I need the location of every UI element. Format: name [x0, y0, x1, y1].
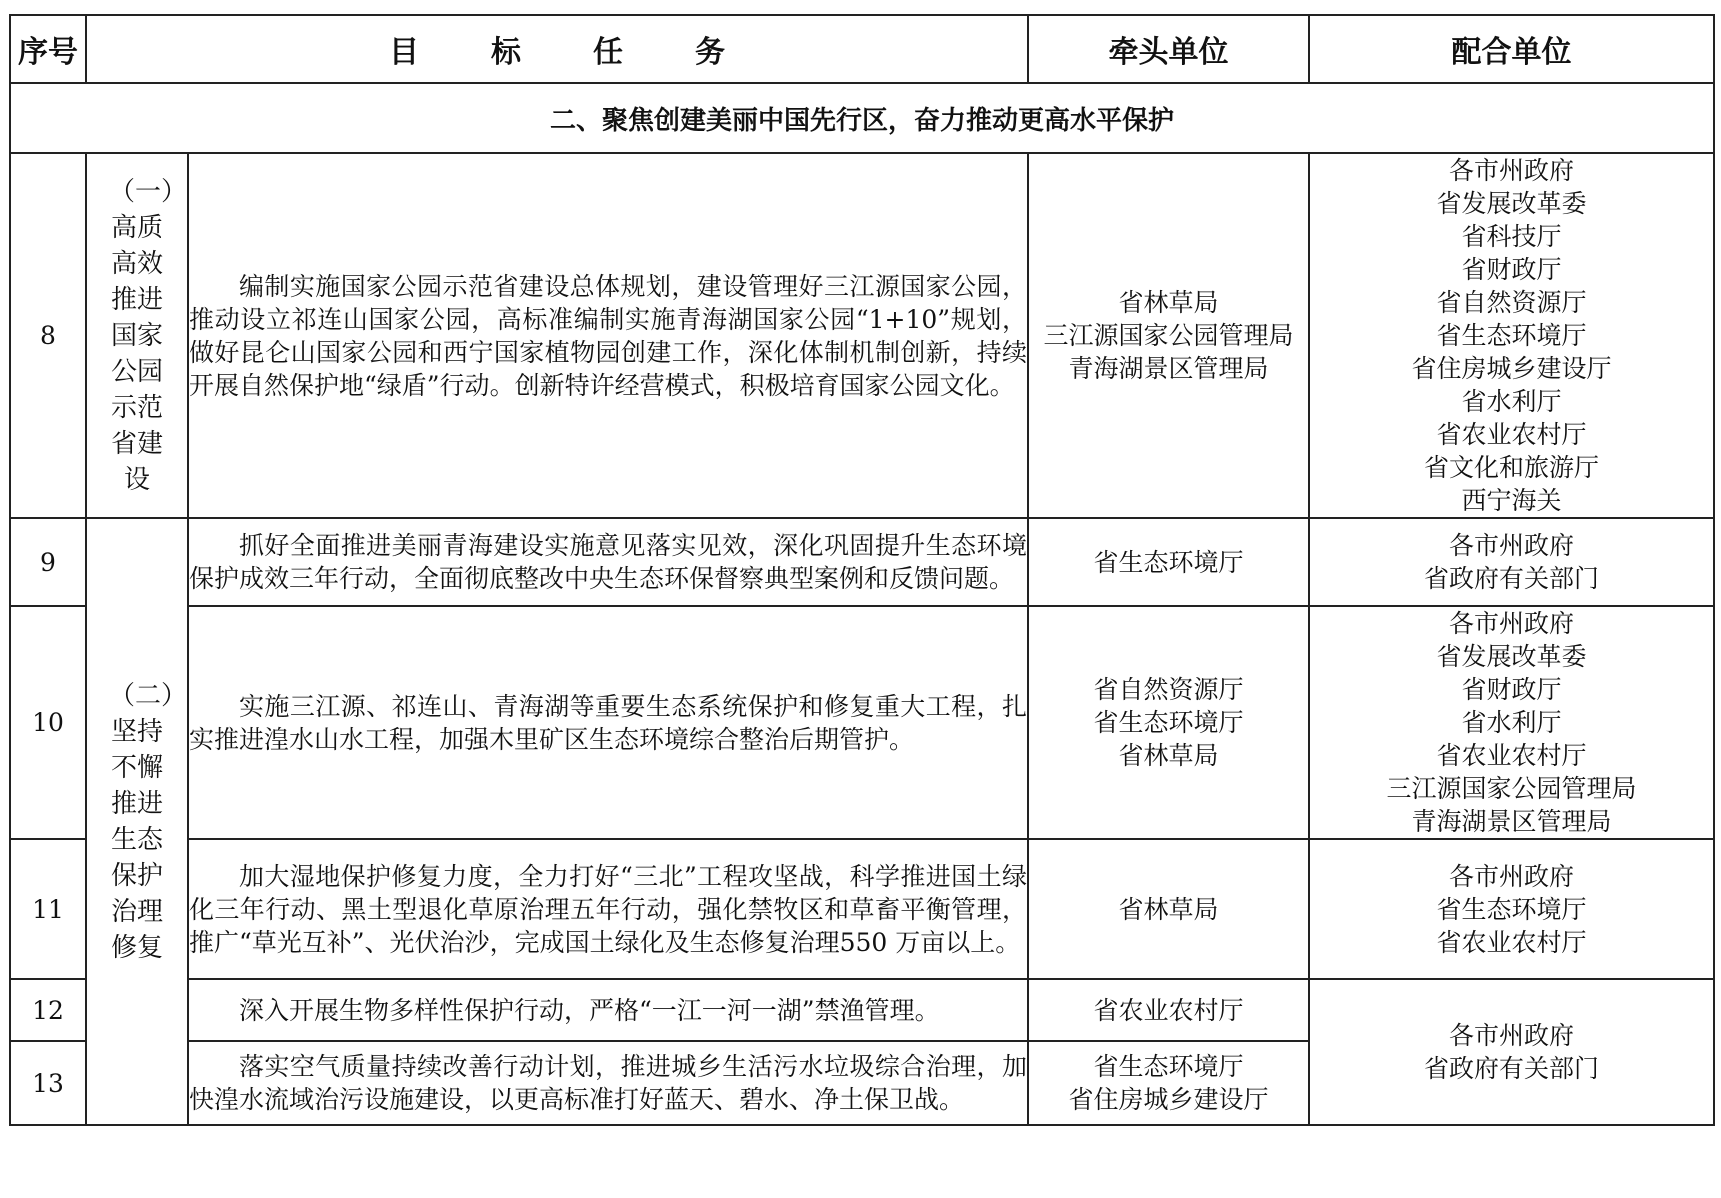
coop-unit: 省生态环境厅 [1436, 321, 1587, 350]
coop-unit: 省水利厅 [1461, 708, 1562, 737]
coop-units [1309, 153, 1714, 518]
coop-unit: 省水利厅 [1461, 387, 1562, 416]
section-row [10, 83, 1714, 153]
table-row [10, 839, 1714, 979]
row-number: 13 [10, 1041, 86, 1125]
task-text: 深入开展生物多样性保护行动，严格“一江一河一湖”禁渔管理。 [188, 979, 1028, 1041]
section-title: 二、聚焦创建美丽中国先行区，奋力推动更高水平保护 [10, 83, 1714, 153]
lead-unit: 省自然资源厅 [1093, 675, 1244, 704]
lead-unit: 青海湖景区管理局 [1068, 354, 1269, 383]
table-row [10, 518, 1714, 606]
coop-unit: 青海湖景区管理局 [1411, 807, 1612, 836]
category-cell [86, 153, 188, 518]
coop-unit: 省文化和旅游厅 [1423, 453, 1599, 482]
coop-units [1309, 979, 1714, 1125]
coop-unit: 省农业农村厅 [1436, 927, 1587, 957]
lead-unit: 省林草局 [1118, 288, 1219, 317]
lead-units [1028, 979, 1309, 1041]
coop-unit: 省财政厅 [1461, 255, 1562, 284]
table-row [10, 606, 1714, 839]
lead-unit: 省生态环境厅 [1093, 708, 1244, 737]
coop-unit: 省科技厅 [1461, 222, 1562, 251]
col-header-coop: 配合单位 [1309, 15, 1714, 83]
coop-unit: 省农业农村厅 [1436, 420, 1587, 449]
lead-unit: 省生态环境厅 [1093, 1052, 1244, 1081]
table-row [10, 153, 1714, 518]
task-text: 抓好全面推进美丽青海建设实施意见落实见效，深化巩固提升生态环境保护成效三年行动，全面彻底整改中央生态环保督察典型案例和反馈问题。 [188, 518, 1028, 606]
coop-unit: 各市州政府 [1448, 156, 1574, 185]
lead-units [1028, 153, 1309, 518]
lead-unit: 省生态环境厅 [1093, 547, 1244, 577]
task-text: 实施三江源、祁连山、青海湖等重要生态系统保护和修复重大工程，扎实推进湟水山水工程，加强木里矿区生态环境综合整治后期管护。 [188, 606, 1028, 839]
lead-units [1028, 839, 1309, 979]
lead-unit: 省农业农村厅 [1093, 995, 1244, 1025]
row-number: 11 [10, 839, 86, 979]
task-text: 编制实施国家公园示范省建设总体规划，建设管理好三江源国家公园，推动设立祁连山国家公园，高标准编制实施青海湖国家公园“1+10”规划，做好昆仑山国家公园和西宁国家植物园创建工作，深化体制机制创新，持续开展自然保护地“绿盾”行动。创新特许经营模式，积极培育国家公园文化。 [188, 153, 1028, 518]
coop-units [1309, 839, 1714, 979]
task-text: 加大湿地保护修复力度，全力打好“三北”工程攻坚战，科学推进国土绿化三年行动、黑土型退化草原治理五年行动，强化禁牧区和草畜平衡管理，推广“草光互补”、光伏治沙，完成国土绿化及生态修复治理550 万亩以上。 [188, 839, 1028, 979]
lead-unit: 省住房城乡建设厅 [1068, 1085, 1269, 1114]
row-number: 9 [10, 518, 86, 606]
coop-unit: 省发展改革委 [1436, 642, 1587, 671]
coop-unit: 省发展改革委 [1436, 189, 1587, 218]
category-label: （二）坚持不懈推进生态保护治理修复 [109, 680, 188, 963]
coop-unit: 省农业农村厅 [1436, 741, 1587, 770]
lead-units [1028, 606, 1309, 839]
coop-units [1309, 606, 1714, 839]
col-header-lead: 牵头单位 [1028, 15, 1309, 83]
coop-unit: 省政府有关部门 [1423, 1054, 1599, 1083]
col-header-task [86, 15, 1028, 83]
category-label: （一）高质高效推进国家公园示范省建设 [109, 176, 188, 495]
coop-unit: 各市州政府 [1448, 1021, 1574, 1050]
coop-unit: 省自然资源厅 [1436, 288, 1587, 317]
task-table [9, 14, 1715, 1126]
row-number: 12 [10, 979, 86, 1041]
lead-unit: 省林草局 [1118, 894, 1219, 924]
row-number: 8 [10, 153, 86, 518]
coop-unit: 省财政厅 [1461, 675, 1562, 704]
col-header-task-label: 目标任务 [389, 35, 797, 70]
category-cell [86, 518, 188, 1125]
lead-units [1028, 1041, 1309, 1125]
coop-unit: 省政府有关部门 [1423, 564, 1599, 593]
coop-unit: 各市州政府 [1448, 531, 1574, 560]
coop-unit: 各市州政府 [1448, 861, 1574, 891]
header-row [10, 15, 1714, 83]
table-row [10, 979, 1714, 1041]
lead-unit: 三江源国家公园管理局 [1043, 321, 1294, 350]
col-header-no: 序号 [10, 15, 86, 83]
coop-units [1309, 518, 1714, 606]
coop-unit: 三江源国家公园管理局 [1386, 774, 1637, 803]
coop-unit: 西宁海关 [1461, 486, 1562, 515]
lead-unit: 省林草局 [1118, 741, 1219, 770]
coop-unit: 省住房城乡建设厅 [1411, 354, 1612, 383]
lead-units [1028, 518, 1309, 606]
coop-unit: 省生态环境厅 [1436, 894, 1587, 924]
row-number: 10 [10, 606, 86, 839]
task-text: 落实空气质量持续改善行动计划，推进城乡生活污水垃圾综合治理，加快湟水流域治污设施建设，以更高标准打好蓝天、碧水、净土保卫战。 [188, 1041, 1028, 1125]
coop-unit: 各市州政府 [1448, 609, 1574, 638]
